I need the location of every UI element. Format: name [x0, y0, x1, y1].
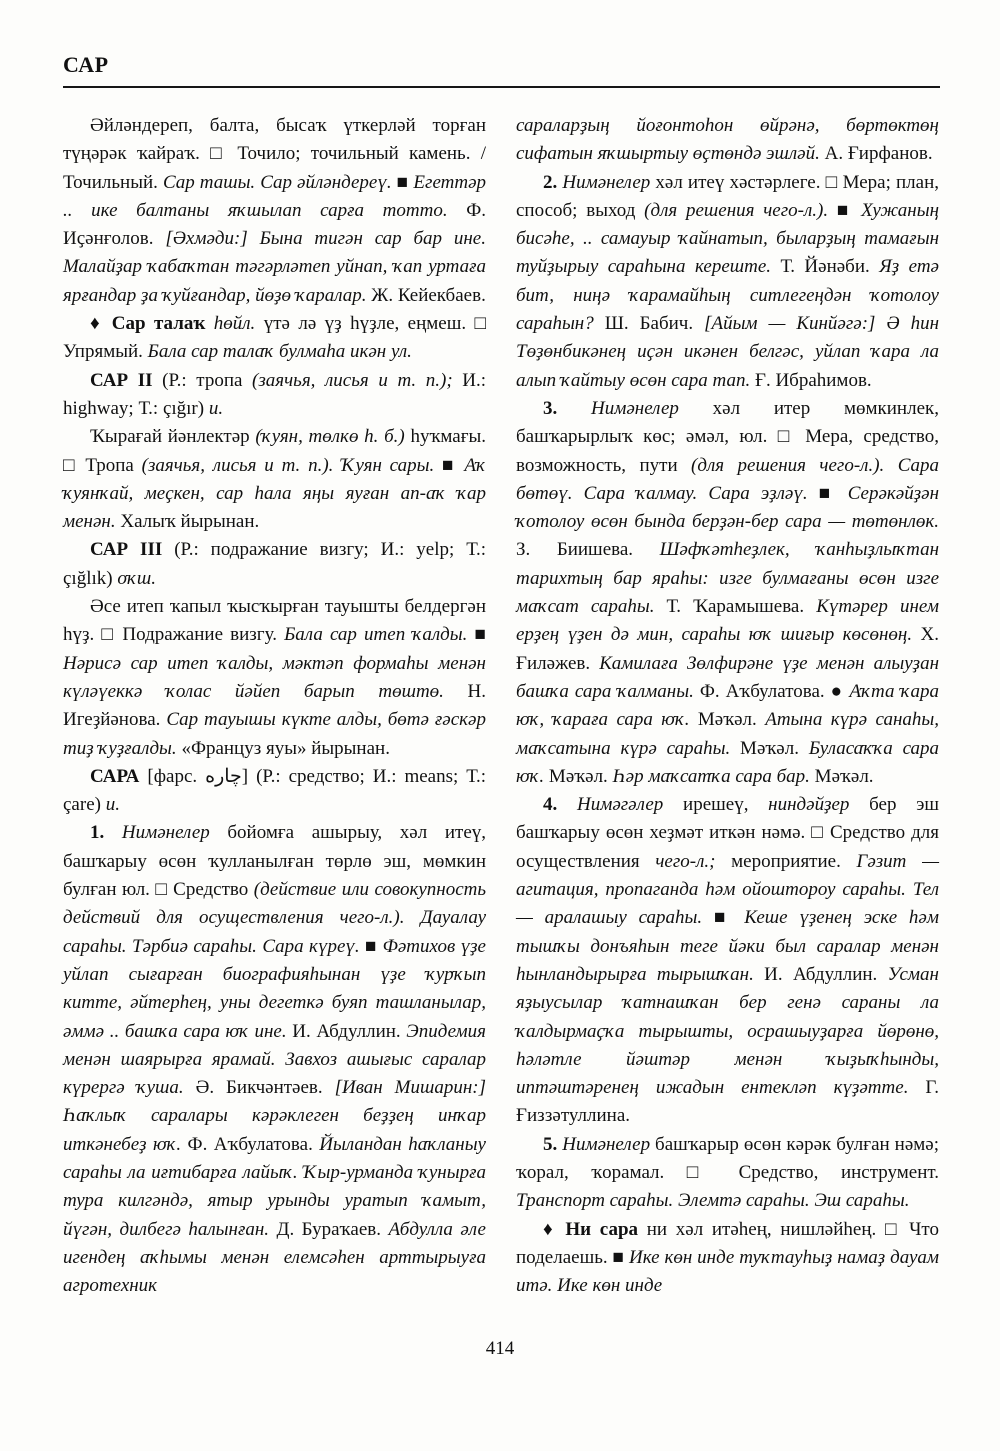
text-run: Ни сара — [565, 1218, 639, 1240]
text-run: Халыҡ йырынан. — [115, 511, 260, 533]
text-run: (для решения чего-л.). — [644, 199, 829, 221]
text-run: Ж. Кейекбаев. — [366, 284, 486, 306]
text-run: Д. Бураҡаев. — [269, 1218, 389, 1240]
text-run: хәл итер мөмкинлек, башҡарырлыҡ көс; әмәл, юл. □ Мера, средство, возможность, пути — [516, 397, 939, 476]
text-run: бер эш башҡарыу өсөн хеҙмәт иткән нәмә. □ Средство для осуществления — [516, 794, 940, 872]
text-run: Г. Ғиззәтуллина. — [516, 1077, 939, 1127]
text-run: Н. Игеҙйәнова. — [63, 680, 486, 731]
text-run: (Р.: тропа — [162, 369, 253, 391]
text-run: Мәҡәл. — [809, 765, 874, 787]
text-run: Сар ташы. Сар әйләндереү. — [162, 171, 392, 193]
text-run: Сар талаҡ — [111, 313, 214, 335]
text-run: Фәтихов үҙе уйлап сығарған биографияһынан үҙе ҡурҡып китте, әйтерһең, уны дегеткә буяп ташланылар, әммә .. башҡа сара юҡ ине. — [63, 935, 486, 1042]
text-run: САР III — [90, 539, 175, 561]
text-run: А. Ғирфанов. — [819, 143, 933, 165]
text-run: 5. — [543, 1133, 563, 1155]
text-run: З. Биишева. — [516, 539, 660, 561]
text-run: Ә. Бикчәнтәев. — [183, 1077, 335, 1099]
text-run: хәл итеү хәстәрлеге. □ Мера; план, способ; выход — [516, 171, 940, 221]
text-run: Әсе итеп ҡапыл ҡысҡырған тауышты белдергән һүҙ. □ Подражание визгу. — [63, 596, 486, 646]
text-run: үтә лә үҙ һүҙле, еңмеш. □ Упрямый. — [63, 313, 486, 363]
text-run: Нимәнелер — [591, 397, 679, 419]
text-run: Ф. Аҡбулатова. — [181, 1133, 320, 1155]
text-run: Йыландан һаҡланыу сараһы ла иғтибарға лайыҡ. Ҡыр-урманда ҡунырға тура килгәндә, ятыр урынды уратып ҡамыт, йүгән, дилбегә һалынған. — [63, 1133, 486, 1240]
text-run: Нимәнелер — [562, 1133, 651, 1155]
text-run: ■ — [828, 199, 862, 221]
text-run: ■ — [359, 935, 383, 957]
text-run: Шәфҡәтһеҙлек, ҡанһыҙлыҡтан тарихтың бар яраһы: изге булмағаны өсөн изге маҡсат сараһы. — [516, 539, 939, 618]
text-run: Мәҡәл. — [730, 737, 809, 759]
text-run: Камилаға Зөлфирәне үҙе менән алыуҙан башҡа сара ҡалманы. — [516, 652, 939, 702]
text-run: Әйләндереп, балта, бысаҡ үткерләй торған түңәрәк ҡайраҡ. □ Точило; точильный камень. / Точильный. — [63, 115, 486, 193]
right-column — [516, 112, 939, 1300]
text-run: Сар тауышы күкте алды, бөтә ғәскәр тиҙ ҡуҙғалды. — [63, 709, 486, 759]
entry-paragraph — [63, 763, 486, 820]
text-run: ■ — [434, 454, 465, 476]
text-run: (для решения чего-л.). Сара бөтөү. Сара ҡалмау. Сара эҙләү. — [516, 454, 939, 504]
text-run: И. Абдуллин. — [753, 963, 888, 985]
entry-paragraph — [516, 791, 939, 1131]
text-run: Нимәнелер — [562, 171, 651, 193]
text-run: Атына күрә санаһы, маҡсатына күрә сараһы. — [516, 709, 939, 759]
text-run: ♦ — [90, 313, 112, 335]
text-run: бойомға ашырыу, хәл итеү, башҡарыу өсөн ҡулланылған төрлө эш, мөмкин булған юл. □ Средство — [63, 822, 487, 901]
text-run: һөйл. — [213, 313, 256, 335]
text-run: Ф. Иҫәнғолов. — [63, 199, 486, 250]
text-run: Аҡта ҡара юҡ, ҡараға сара юҡ. — [516, 680, 939, 731]
text-run: [Әхмәди:] Бына тигән сар бар ине. Малайҙар ҡабаҡтан тәгәрләтеп уйнап, ҡап уртаға ярғандар ҙа ҡуйғандар, йөҙө ҡаралар. — [63, 228, 486, 306]
text-run: Ғ. Ибраһимов. — [750, 369, 872, 391]
text-run: (заячья, лисья и т. п.). Ҡуян сары. — [141, 454, 435, 476]
text-run: Т. Йәнәби. — [771, 256, 880, 278]
text-run: «Француз яуы» йырынан. — [176, 737, 390, 759]
header-rule — [63, 86, 940, 88]
entry-paragraph — [516, 1131, 939, 1216]
text-run: Һәр маҡсатҡа сара бар. — [612, 765, 810, 787]
left-column — [63, 112, 486, 1300]
guide-word: САР — [63, 52, 109, 77]
text-run: и. — [208, 397, 224, 419]
text-run: ниндәйҙер — [768, 794, 850, 816]
text-run: (Р.: подражание визгу; И.: yelp; Т.: çığlık) — [63, 539, 486, 589]
text-run: Транспорт сараһы. Элемтә сараһы. Эш сараһы. — [516, 1190, 910, 1212]
text-run: чего-л.; — [655, 850, 716, 872]
text-run: И. Абдуллин. — [286, 1020, 407, 1042]
text-run: Бала сар итеп ҡалды. — [284, 624, 468, 646]
text-run: (заячья, лисья и т. п.); — [252, 369, 453, 391]
text-run: Нимәнелер — [121, 822, 210, 844]
text-run: Бала сар талаҡ булмаһа икән ул. — [147, 341, 412, 363]
text-run: САР II — [90, 369, 163, 391]
text-run: и. — [105, 794, 120, 816]
text-run: И.: highway; Т.: çığır) — [63, 369, 487, 419]
text-run: Усман яҙыусылар ҡатнашҡан бер генә сараны ла ҡалдырмаҫҡа тырышты, осрашыуҙарға йөрөнө, һәләтле йәштәр менән ҡыҙыҡһынды, иптәштәренең ижадын ентекләп күҙәтте. — [516, 963, 939, 1099]
text-run: ни хәл итәһең, нишләйһең. □ Что поделаешь. ■ — [516, 1218, 939, 1268]
text-run: 2. — [543, 171, 563, 193]
text-run: ирешеү, — [663, 794, 769, 816]
text-run: ■ — [467, 624, 486, 646]
text-run: Мәҡәл. — [689, 709, 766, 731]
text-run: Кеше үҙенең эске һәм тышҡы донъяһын теге йәки был саралар менән һынландырырға тырышҡан. — [516, 907, 939, 985]
text-run: 3. — [543, 397, 592, 419]
entry-paragraph — [63, 819, 486, 1300]
text-run: Яҙ етә бит, ниңә ҡарамайһың ситлегеңдән ҡотолоу сараһын? — [516, 256, 939, 335]
text-run: (ҡуян, төлкө һ. б.) — [255, 426, 405, 448]
page-header — [63, 52, 940, 88]
text-run: һуҡмағы. □ Тропа — [63, 426, 487, 476]
text-run: Ф. Аҡбулатова. ● — [693, 680, 850, 702]
text-run: ■ — [807, 482, 848, 504]
text-run: сараларҙың йоғонтоһон өйрәнә, бөртөктөң сифатын яҡшыртыу өҫтөндә эшләй. — [516, 115, 939, 165]
text-run: Нәрисә сар итеп ҡалды, мәктәп формаһы менән күләүеккә ҡолас йәйеп барып төштө. — [63, 652, 486, 702]
text-run: 1. — [90, 822, 122, 844]
text-run: ♦ — [543, 1218, 566, 1240]
entry-paragraph — [516, 169, 939, 395]
entry-paragraph — [63, 593, 486, 763]
text-run: Аҡ ҡуянҡай, меҫкен, сар һала яңы яуған ап-аҡ ҡар менән. — [63, 454, 487, 533]
page-footer — [0, 1338, 1000, 1360]
text-run: 4. — [543, 794, 577, 816]
text-run: Ҡырағай йәнлектәр — [90, 426, 256, 448]
text-run: Абдулла әле игендең аҡһымы менән елемсәһен арттырыуға агротехник — [63, 1218, 486, 1297]
text-run: Эпидемия менән шаярырға ярамай. Завхоз ашығыс саралар күрергә ҡуша. — [63, 1020, 486, 1099]
entry-paragraph — [516, 112, 939, 169]
entry-paragraph — [516, 1216, 939, 1301]
text-run: Мәҡәл. — [544, 765, 613, 787]
text-run: [Айым — Кинйәгә:] Ә һин Төҙөнбикәнең иҫән икәнен белгәс, уйлап ҡара ла алып ҡайтыу өсөн сара тап. — [516, 313, 939, 391]
text-run: Ш. Бабич. — [593, 313, 705, 335]
text-run: Т. Ҡарамышева. — [654, 596, 817, 618]
entry-paragraph — [63, 423, 486, 536]
text-run: Хужаның бисәһе, .. самауыр ҡайнатып, быларҙың тамағын туйҙырыу сараһына кереште. — [516, 199, 939, 278]
text-run: [Иван Мишарин:] Һаҡлыҡ саралары кәрәклеген беҙҙең инҡар иткәнебеҙ юҡ. — [63, 1077, 486, 1155]
text-run: Гәзит — агитация, пропаганда һәм ойоштороу сараһы. Тел — аралашыу сараһы. — [516, 850, 939, 929]
text-run: мероприятие. — [715, 850, 857, 872]
text-run: (действие или совокупность действий для осуществления чего-л.). Дауалау сараһы. Тәрбиә сараһы. Сара күреү. — [63, 879, 486, 957]
entry-paragraph — [63, 536, 486, 593]
text-run: ■ — [391, 171, 414, 193]
text-run: Буласаҡҡа сара юҡ. — [516, 737, 940, 787]
text-run: Ике көн инде туҡтауһыҙ намаҙ дауам итә. Ике көн инде — [516, 1246, 939, 1297]
text-columns — [63, 112, 940, 1300]
text-run: ■ — [702, 907, 745, 929]
text-run: Нимәгәлер — [576, 794, 664, 816]
page-number: 414 — [485, 1338, 515, 1359]
entry-paragraph — [63, 310, 486, 367]
text-run: башҡарыр өсөн кәрәк булған нәмә; ҡорал, ҡорамал. □ Средство, инструмент. — [516, 1133, 939, 1183]
text-run: оҡш. — [117, 567, 156, 589]
text-run: [фарс. چاره] (Р.: средство; И.: means; Т.: çare) — [63, 765, 486, 816]
entry-paragraph — [63, 112, 486, 310]
entry-paragraph — [516, 395, 939, 791]
text-run: Х. Ғиләжев. — [516, 624, 939, 674]
entry-paragraph — [63, 367, 486, 424]
text-run: Егеттәр .. ике балтаны яҡшылап сарға тотто. — [63, 171, 486, 221]
text-run: САРА — [90, 765, 148, 787]
text-run: Серәкәйҙән ҡотолоу өсөн бында берҙән-бер сара — төтөнлөк. — [516, 482, 939, 533]
text-run: Күтәрер инем ерҙең үҙен дә мин, сараһы юҡ шиғыр көсөнөң. — [516, 596, 939, 646]
